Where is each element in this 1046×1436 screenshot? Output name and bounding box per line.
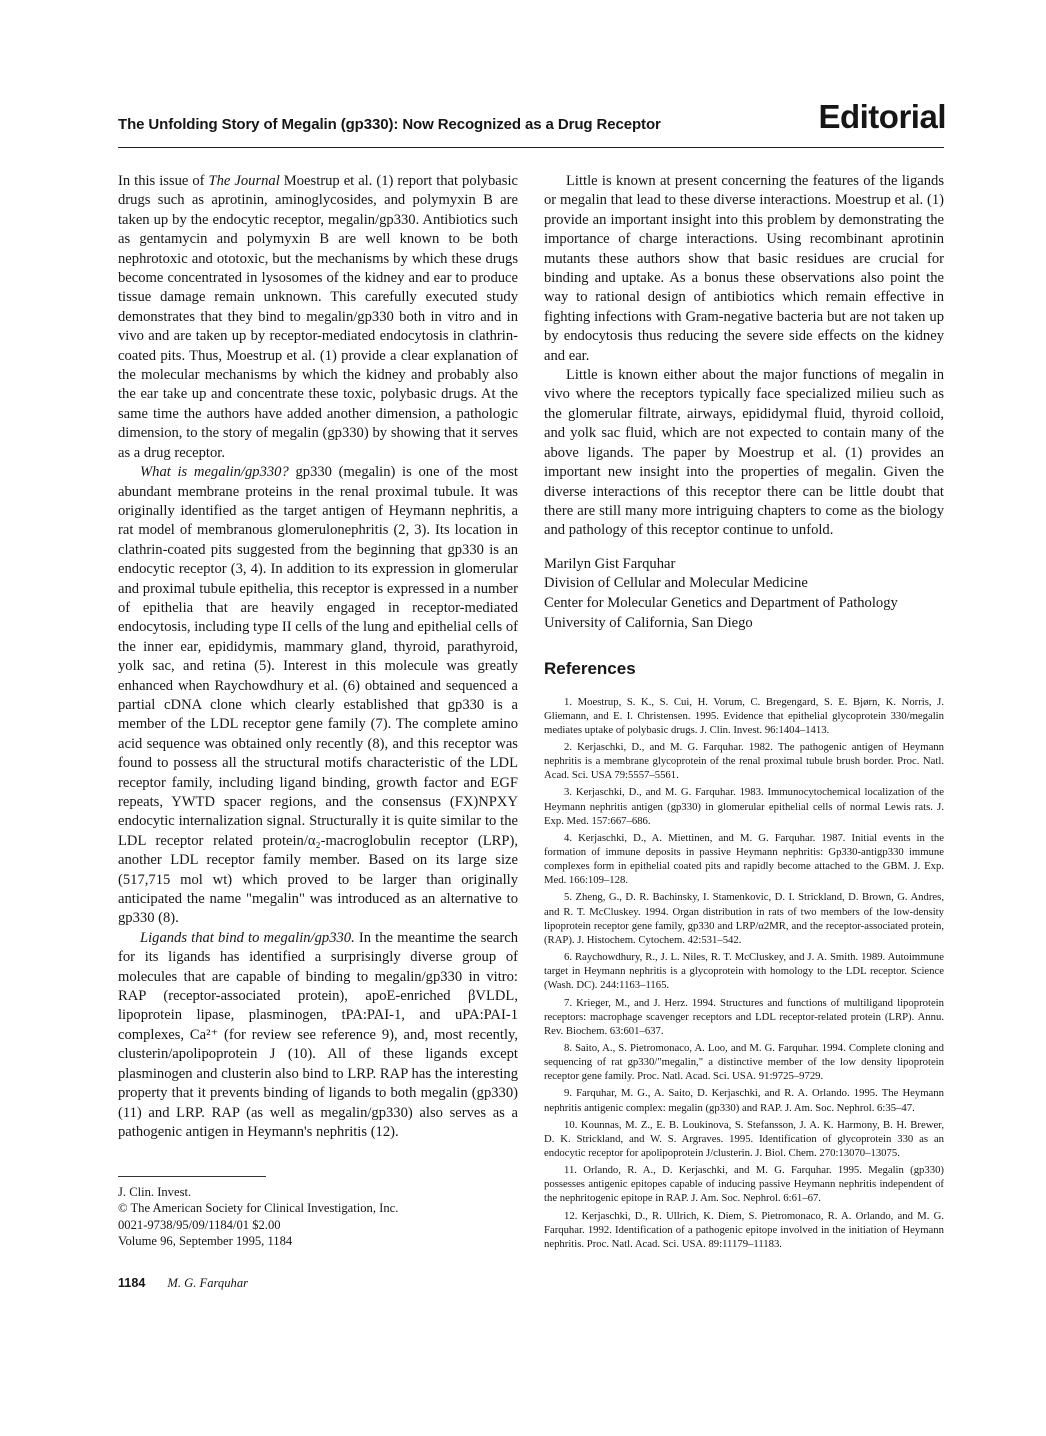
article-title: The Unfolding Story of Megalin (gp330): Now Recognized as a Drug Receptor: [118, 116, 661, 133]
author-center: Center for Molecular Genetics and Department of Pathology: [544, 594, 898, 611]
reference-item: 5. Zheng, G., D. R. Bachinsky, I. Stamenkovic, D. I. Strickland, D. Brown, G. Andres, and R. T. McCluskey. 1994. Organ distribution in rats of two members of the low-density lipoprotein receptor gene family, gp330 and LRP/α2MR, and the receptor-associated protein, (RAP). J. Histochem. Cytochem. 42:531–542.: [544, 891, 944, 946]
running-author: M. G. Farquhar: [167, 1276, 249, 1290]
reference-item: 3. Kerjaschki, D., and M. G. Farquhar. 1983. Immunocytochemical localization of the Heymann nephritis antigen (gp330) in glomerular epithelial cells of normal Lewis rats. J. Exp. Med. 157:667–686.: [544, 786, 944, 827]
reference-item: 10. Kounnas, M. Z., E. B. Loukinova, S. Stefansson, J. A. K. Harmony, B. H. Brewer, D. K. Strickland, and W. S. Argraves. 1995. Identification of glycoprotein 330 as an endocytic receptor for apolipoprotein J/clusterin. J. Biol. Chem. 270:13070–13075.: [544, 1118, 944, 1159]
reference-item: 7. Krieger, M., and J. Herz. 1994. Structures and functions of multiligand lipoprotein receptors: macrophage scavenger receptors and LDL receptor-related protein (LRP). Annu. Rev. Biochem. 63:601–637.: [544, 996, 944, 1037]
reference-item: 2. Kerjaschki, D., and M. G. Farquhar. 1982. The pathogenic antigen of Heymann nephritis is a membrane glycoprotein of the renal proximal tubule brush border. Proc. Natl. Acad. Sci. USA 79:5557–5561.: [544, 740, 944, 782]
paragraph-intro: In this issue of The Journal Moestrup et al. (1) report that polybasic drugs such as aprotinin, aminoglycosides, and polymyxin B are taken up by the endocytic receptor, megalin/gp330. Antibiotics such as gentamycin and polymyxin B are well known to be both nephrotoxic and ototoxic, but the mechanisms by which these drugs become concentrated in lysosomes of the kidney and ear to produce tissue damage remain unknown. This carefully executed study demonstrates that they bind to megalin/gp330 both in vitro and in vivo and are taken up by receptor-mediated endocytosis in clathrin-coated pits. Thus, Moestrup et al. (1) provide a clear explanation of the molecular mechanisms by which the kidney and probably also the ear take up and concentrate these toxic, polybasic drugs. At the same time the authors have added another dimension, a pathologic dimension, to the story of megalin (gp330) by showing that it serves as a drug receptor.: [118, 173, 518, 461]
right-column: [544, 172, 944, 1254]
footnote-copyright: © The American Society for Clinical Investigation, Inc.: [118, 1201, 399, 1216]
references-heading: References: [544, 659, 636, 679]
left-column: [118, 172, 518, 1142]
author-name: Marilyn Gist Farquhar: [544, 555, 676, 572]
footnote-volume: Volume 96, September 1995, 1184: [118, 1233, 293, 1248]
footnote-divider: [118, 1176, 266, 1177]
footnote-issn: 0021-9738/95/09/1184/01 $2.00: [118, 1217, 281, 1232]
page-footer: [118, 1276, 248, 1291]
paragraph-charge-interactions: Little is known at present concerning the features of the ligands or megalin that lead to these diverse interactions. Moestrup et al. (1) provide an important insight into this problem by demonstrating the importance of charge interactions. Using recombinant aprotinin mutants these authors show that basic residues are crucial for binding and uptake. As a bonus these observations also point the way to rational design of antibiotics which remain effective in fighting infections with Gram-negative bacteria but are not taken up by endocytosis thus reducing the severe side effects on the kidney and ear.: [544, 173, 944, 364]
paragraph-functions: Little is known either about the major functions of megalin in vivo where the receptors typically face specialized milieu such as the glomerular filtrate, airways, epididymal fluid, thyroid colloid, and yolk sac fluid, which are not expected to contain many of the above ligands. The paper by Moestrup et al. (1) provides an important new insight into the properties of megalin. Given the diverse interactions of this receptor there can be little doubt that there are still many more intriguing chapters to come as the biology and pathology of this receptor continue to unfold.: [544, 367, 944, 539]
publication-footnote: [118, 1184, 398, 1249]
reference-item: 9. Farquhar, M. G., A. Saito, D. Kerjaschki, and R. A. Orlando. 1995. The Heymann nephritis antigenic complex: megalin (gp330) and RAP. J. Am. Soc. Nephrol. 6:35–47.: [544, 1087, 944, 1114]
paragraph-what-is-megalin: What is megalin/gp330? gp330 (megalin) is one of the most abundant membrane proteins in the renal proximal tubule. It was originally identified as the target antigen of Heymann nephritis, a rat model of membranous glomerulonephritis (2, 3). Its location in clathrin-coated pits suggested from the beginning that gp330 is an endocytic receptor (3, 4). In addition to its expression in glomerular and proximal tubule epithelia, this receptor is expressed in a number of epithelia that are heavily engaged in receptor-mediated endocytosis, including type II cells of the lung and epithelial cells of the inner ear, epididymis, mammary gland, thyroid, parathyroid, yolk sac, and retina (5). Interest in this molecule was greatly enhanced when Raychowdhury et al. (6) obtained and sequenced a partial cDNA clone which clearly established that gp330 is a member of the LDL receptor gene family (7). The complete amino acid sequence was obtained only recently (8), and this receptor was found to possess all the structural motifs characteristic of the LDL receptor family, including ligand binding, growth factor and EGF repeats, YWTD spacer regions, and the consensus (FX)NPXY endocytic internalization signal. Structurally it is quite similar to the LDL receptor related protein/α₂-macroglobulin receptor (LRP), another LDL receptor family member. Based on its large size (517,715 mol wt) which proved to be larger than originally anticipated the name "megalin" was introduced as an alternative to gp330 (8).: [118, 464, 518, 927]
reference-item: 6. Raychowdhury, R., J. L. Niles, R. T. McCluskey, and J. A. Smith. 1989. Autoimmune target in Heymann nephritis is a glycoprotein with homology to the LDL receptor. Science (Wash. DC). 244:1163–1165.: [544, 951, 944, 992]
footnote-journal: J. Clin. Invest.: [118, 1185, 192, 1199]
author-university: University of California, San Diego: [544, 614, 753, 631]
author-signature: [544, 555, 944, 633]
subheading-what-is-megalin: What is megalin/gp330?: [140, 464, 289, 481]
paragraph-ligands: Ligands that bind to megalin/gp330. In the meantime the search for its ligands has identified a surprisingly diverse group of molecules that are capable of binding to megalin/gp330 in vitro: RAP (receptor-associated protein), apoE-enriched βVLDL, lipoprotein lipase, plasminogen, tPA:PAI-1, and uPA:PAI-1 complexes, Ca²⁺ (for review see reference 9), and, most recently, clusterin/apolipoprotein J (10). All of these ligands except plasminogen and clusterin also bind to LRP. RAP has the interesting property that it prevents binding of ligands to both megalin (gp330) (11) and LRP. RAP (as well as megalin/gp330) also serves as a pathogenic antigen in Heymann's nephritis (12).: [118, 929, 518, 1140]
header-divider: [118, 147, 944, 148]
reference-item: 11. Orlando, R. A., D. Kerjaschki, and M. G. Farquhar. 1995. Megalin (gp330) possesses antigenic epitopes capable of inducing passive Heymann nephritis independent of the nephritogenic epitope in RAP. J. Am. Soc. Nephrol. 6:61–67.: [544, 1164, 944, 1205]
page-number: 1184: [118, 1276, 146, 1290]
reference-item: 8. Saito, A., S. Pietromonaco, A. Loo, and M. G. Farquhar. 1994. Complete cloning and sequencing of rat gp330/"megalin," a distinctive member of the low density lipoprotein receptor gene family. Proc. Natl. Acad. Sci. USA. 91:9725–9729.: [544, 1041, 944, 1083]
reference-item: 1. Moestrup, S. K., S. Cui, H. Vorum, C. Bregengard, S. E. Bjørn, K. Norris, J. Gliemann, and E. I. Christensen. 1995. Evidence that epithelial glycoprotein 330/megalin mediates uptake of polybasic drugs. J. Clin. Invest. 96:1404–1413.: [544, 695, 944, 736]
journal-name: The Journal: [208, 173, 280, 189]
subheading-ligands: Ligands that bind to megalin/gp330.: [140, 929, 355, 946]
reference-item: 4. Kerjaschki, D., A. Miettinen, and M. G. Farquhar. 1987. Initial events in the formation of immune deposits in passive Heymann nephritis: Gp330-antigp330 immune complexes form in epithelial coated pits and rapidly become attached to the GBM. J. Exp. Med. 166:109–128.: [544, 831, 944, 887]
references-list: [544, 695, 944, 1252]
section-label: Editorial: [818, 98, 946, 135]
reference-item: 12. Kerjaschki, D., R. Ullrich, K. Diem, S. Pietromonaco, R. A. Orlando, and M. G. Farquhar. 1992. Identification of a pathogenic epitope involved in the initiation of Heymann nephritis. Proc. Natl. Acad. Sci. USA. 89:11179–11183.: [544, 1209, 944, 1250]
author-division: Division of Cellular and Molecular Medicine: [544, 575, 808, 592]
